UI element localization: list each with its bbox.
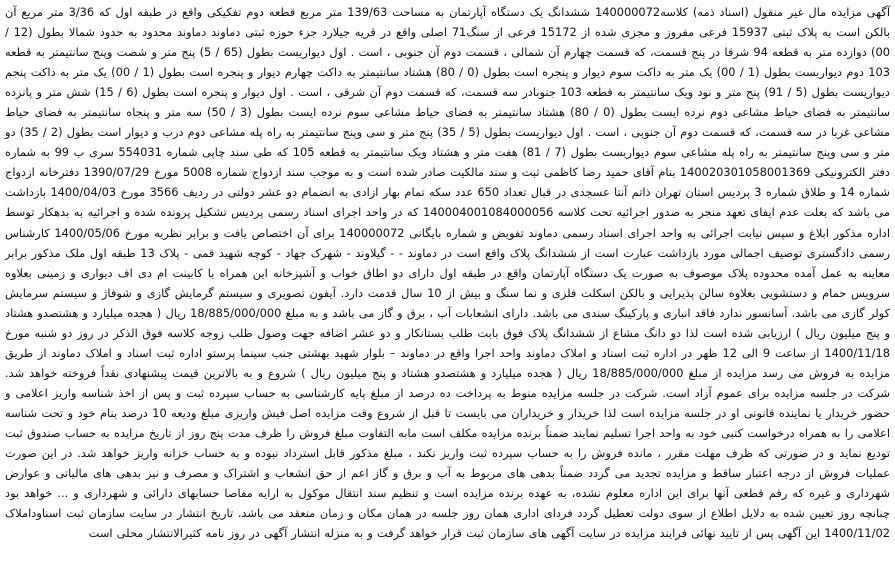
- auction-notice-text: آگهی مزایده مال غیر منقول (اسناد ذمه) کلاسه140000072 ششدانگ یک دستگاه آپارتمان به مساحت 139/63 متر مربع قطعه دوم تفکیکی واقع در طبقه اول که 3/36 متر مربع آن بالکن است به پلاک ثبتی 15937 فرعی مفروز و مجزی شده از 15172 فرعی از سنگ71 اصلی واقع در قریه جیلارد جزء حوزه ثبتی دماوند دماوند محدود به حدود شمالا بطول (12 / 00) دوازده متر به قطعه 94 شرقا در پنج قسمت، که قسمت چهارم آن شمالی ، قسمت دوم آن جنوبی ، است . اول دیواریست بطول (65 / 5) پنج متر و شصت وپنج سانتیمتر به قطعه 103 دوم دیواریست بطول (1 / 00) یک متر به داکت سوم دیوار و پنجره است بطول (0 / 80) هشتاد سانتیمتر به داکت چهارم دیوار و پنجره است بطول (1 / 00) یک متر به داکت پنجم دیواریست بطول (5 / 91) پنج متر و نود ویک سانتیمتر به قطعه 103 جنوبادر سه قسمت، که قسمت دوم آن شرقی ، است . اول دیوار و پنجره است بطول (6 / 15) شش متر و پانزده سانتیمتر به فضای حیاط مشاعی دوم نرده ایست بطول (0 / 80) هشتاد سانتیمتر به فضای حیاط مشاعی سوم نرده ایست بطول (3 / 50) سه متر و پنجاه سانتیمتر به فضای حیاط مشاعی غربا در سه قسمت، که قسمت دوم آن جنوبی ، است . اول دیواریست بطول (5 / 35) پنج متر و سی وپنج سانتیمتر به راه پله مشاعی دوم درب و دیوار است بطول (2 / 35) دو متر و سی وپنج سانتیمتر به راه پله مشاعی سوم دیواریست بطول (7 / 81) هفت متر و هشتاد ویک سانتیمتر به قطعه 105 که طی سند چاپی شماره 554031 سری ب 99 به شماره دفتر الکترونیکی 140020301058001369 بنام آقای حمید رضا کاظمی ثبت و سند مالکیت صادر شده است و به موجب سند ازدواج شماره 5008 مورخ 1390/07/29 دفترخانه ازدواج شماره 14 و طلاق شماره 3 پردیس استان تهران ذاتم آنتا عسجدی در قبال تعداد 650 عدد سکه تمام بهار ازادی به انضمام دو عشر دولتی در ردیف 3566 مورخ 1400/04/03 بازداشت می باشد که بعلت عدم ایفای تعهد منجر به صدور اجرائیه تحت کلاسه 140004001084000056 که در واحد اجرای اسناد رسمی پردیس تشکیل پرونده شده و اجرائیه به بدهکار توسط اداره مذکور ابلاغ و سپس نیابت اجرائی به واحد اجرای اسناد رسمی دماوند تفویض و شماره بایگانی 140000072 برای آن اختصاص یافت و برابر نظریه مورخ 1400/05/06 کارشناس رسمی دادگستری توصیف اجمالی مورد بازداشت عبارت است از ششدانگ پلاک واقع است در دماوند - - گیلاوند - شهرک جهاد - کوچه شهید قمی - پلاک 13 طبقه اول ملک مذکور برابر معاینه به عمل آمده محدوده پلاک موصوف به صورت یک دستگاه آپارتمان واقع در طبقه اول دارای دو اطاق خواب و آشپزخانه این همراه با کابینت ام دی اف دیواری و زمینی بعلاوه سرویس حمام و دستشویی بعلاوه سالن پذیرایی و بالکن اسکلت فلزی و نما سنگ و بیش از 10 سال قدمت دارد. آیفون تصویری و سیستم گرمایش گازی و شوفاژ و سیستم سرمایش کولر گازی می باشد. آسانسور ندارد فاقد انباری و پارکینگ سندی می باشد. دارای انشعابات آب ، برق و گاز می باشد و به مبلغ 18/885/000/000 ریال ( هجده میلیارد و هشتصدو هشتاد و پنج میلیون ریال ) ارزیابی شده است لذا دو دانگ مشاع از ششدانگ پلاک فوق بابت طلب بستانکار و دو عشر اضافه جهت وصول طلب زوجه کلاسه فوق الذکر در روز دو شنبه مورخ 1400/11/18 از ساعت 9 الی 12 ظهر در اداره ثبت اسناد و املاک دماوند واحد اجرا واقع در دماوند – بلوار شهید بهشتی جنب سینما پرستو اداره ثبت اسناد و املاک دماوند از طریق مزایده به فروش می رسد مزایده از مبلغ 18/885/000/000 ریال ( هجده میلیارد و هشتصدو هشتاد و پنج میلیون ریال ) شروع و به بالاترین قیمت پیشنهادی نقداً فروخته خواهد شد. شرکت در جلسه مزایده برای عموم آزاد است. شرکت در جلسه مزایده منوط به پرداخت ده درصد از مبلغ پایه کارشناسی به حساب سپرده ثبت و پس از اخذ شناسه واریز اعلامی و حضور خریدار یا نماینده قانونی او در جلسه مزایده است لذا خریدار و خریداران می بایست تا قبل از شروع وقت مزایده اصل فیش واریزی مبلغ ودیعه 10 درصد بنام خود و تحت شناسه اعلامی را به همراه درخواست کتبی خود به واحد اجرا تسلیم نمایند ضمناً برنده مزایده مکلف است مابه التفاوت مبلغ فروش را ظرف مدت پنج روز از تاریخ مزایده به حساب صندوق ثبت تودیع نماید و در صورتی که ظرف مهلت مقرر ، مانده فروش را به حساب سپرده ثبت واریز نکند ، مبلغ مذکور قابل استرداد نبوده و به حساب خزانه واریز خواهد شد. در این صورت عملیات فروش از درجه اعتبار ساقط و مزایده تجدید می گردد ضمناً بدهی های مربوط به آب و برق و گاز اعم از حق انشعاب و اشتراک و مصرف و نیز بدهی های مالیاتی و عوارض شهرداری و غیره که رقم قطعی آنها برای این اداره معلوم نشده، به عهده برنده مزایده است و تنظیم سند انتقال موکول به ارایه مفاصا حسابهای دارائی و شهرداری و ... خواهد بود چنانچه روز تعیین شده به دلایل اطلاع از سوی دولت تعطیل گردد فردای اداری همان روز جلسه در همان مکان و زمان منعقد می باشد. تاریخ انتشار در سایت سازمان ثبت اسناوداملاک 1400/11/02 این آگهی پس از تایید نهائی فرایند مزایده در سایت آگهی های سازمان ثبت قرار خواهد گرفت و به منزله انتشار آگهی در روز نامه کثیرالانتشار محلی است: [5, 5, 891, 541]
